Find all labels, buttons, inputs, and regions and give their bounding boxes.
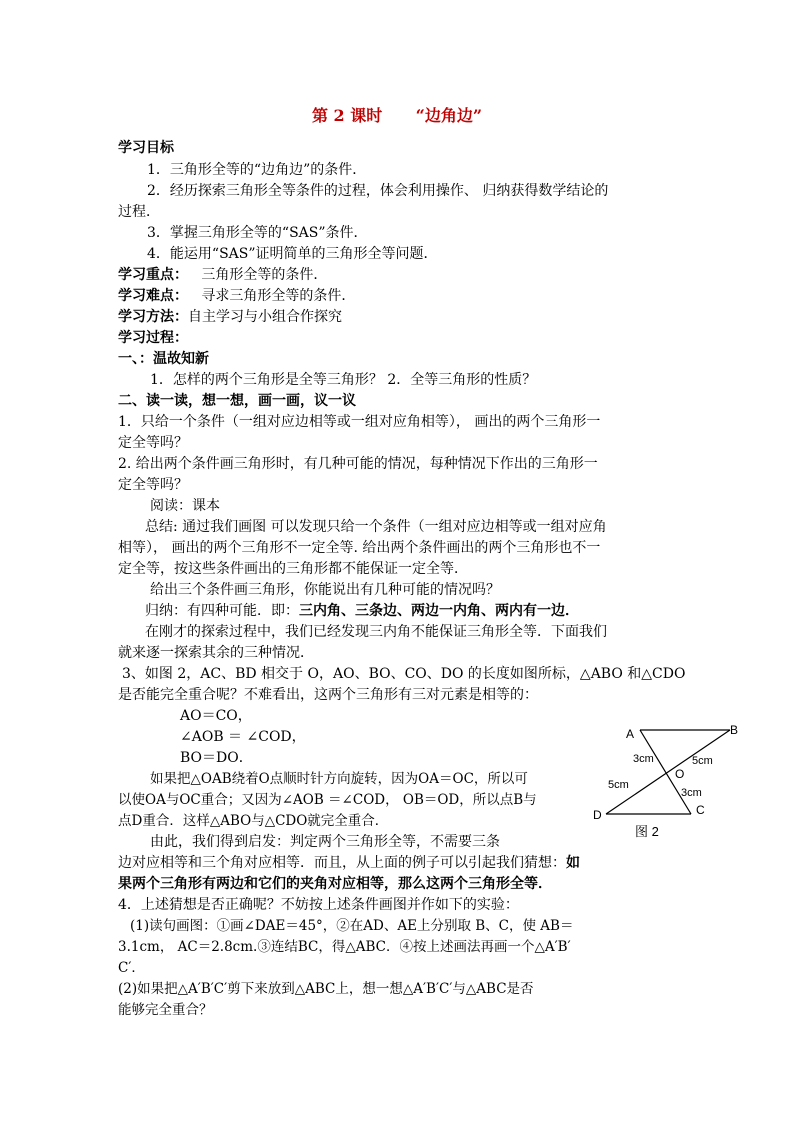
hint-a: 由此，我们得到启发：判定两个三角形全等，不需要三条 (150, 834, 500, 850)
key-point (118, 265, 327, 285)
figure-caption: 图 2 (635, 824, 659, 839)
process-label: 学习过程： (118, 330, 188, 346)
label-a: A (626, 727, 635, 741)
induction-bold: 三内角、三条边、两边一内角、两内有一边． (299, 603, 579, 619)
goal-2a: 2．经历探索三角形全等条件的过程，体会利用操作、 归纳获得数学结论的 (147, 183, 609, 199)
difficulty-text: 寻求三角形全等的条件． (201, 288, 356, 304)
draw-1a: (1)读句画图：①画∠DAE＝45°，②在AD、AE上分别取 B、C，使 AB＝ (130, 918, 574, 934)
explore-b: 就来逐一探索其余的三种情况． (118, 645, 314, 661)
summary-c: 定全等，按这些条件画出的三角形都不能保证一定全等． (118, 561, 468, 577)
label-o: O (675, 767, 685, 781)
explore-a: 在刚才的探索过程中，我们已经发现三内角不能保证三角形全等．下面我们 (145, 624, 607, 640)
length-co: 3cm (681, 787, 702, 799)
method-label: 学习方法： (118, 309, 188, 325)
method-text: 自主学习与小组合作探究 (188, 309, 342, 325)
para1a: 1．只给一个条件（一组对应边相等或一组对应角相等）， 画出的两个三角形一 (118, 414, 601, 430)
hint-b (118, 853, 580, 873)
equation-2: ∠AOB ＝ ∠COD， (180, 729, 306, 745)
read-text: 阅读：课本 (150, 498, 220, 514)
induction-label: 归纳：有四种可能．即： (145, 603, 299, 619)
goal-3: 3．掌握三角形全等的“SAS”条件． (147, 225, 368, 241)
summary-b: 相等）， 画出的两个三角形不一定全等. 给出两个条件画出的两个三角形也不一 (118, 540, 601, 556)
difficulty (118, 286, 355, 306)
draw-2a: (2)如果把△A′B′C′剪下来放到△ABC上，想一想△A′B′C′与△ABC是否 (118, 981, 534, 997)
hint-b-text: 边对应相等和三个角对应相等．而且，从上面的例子可以引起我们猜想： (118, 855, 566, 871)
section2-heading: 二、读一读，想一想，画一画，议一议 (118, 393, 356, 409)
key-label: 学习重点： (118, 267, 188, 283)
title-lesson: 第 2 课时 (311, 106, 383, 125)
summary-a: 总结: 通过我们画图 可以发现只给一个条件（一组对应边相等或一组对应角 (145, 519, 607, 535)
section1-heading: 一、：温故知新 (118, 351, 209, 367)
key-text: 三角形全等的条件． (201, 267, 328, 283)
para3a: 3、如图 2，AC、BD 相交于 O，AO、BO、CO、DO 的长度如图所标，△ABO 和△CDO (122, 666, 686, 682)
hint-c: 果两个三角形有两边和它们的夹角对应相等，那么这两个三角形全等． (118, 876, 552, 892)
method (118, 307, 342, 327)
length-bo: 5cm (692, 755, 713, 767)
length-do: 5cm (608, 779, 629, 791)
equation-1: AO＝CO， (180, 708, 252, 724)
draw-1b: 3.1cm， AC＝2.8cm.③连结BC，得△ABC．④按上述画法再画一个△A′B′ (118, 939, 571, 955)
goals-heading: 学习目标 (118, 140, 174, 156)
section1-questions: 1．怎样的两个三角形是全等三角形？ 2．全等三角形的性质？ (150, 372, 537, 388)
difficulty-label: 学习难点： (118, 288, 188, 304)
rotation-b: 以使OA与OC重合；又因为∠AOB ＝∠COD， OB＝OD，所以点B与 (118, 792, 537, 808)
label-b: B (730, 723, 739, 737)
label-d: D (593, 808, 602, 822)
induction (145, 601, 579, 621)
page-title (0, 104, 794, 128)
para2b: 定全等吗？ (118, 477, 188, 493)
goal-2b: 过程． (118, 204, 160, 220)
hint-b-bold: 如 (566, 855, 580, 871)
figure-2 (588, 718, 748, 844)
equation-3: BO＝DO． (180, 750, 253, 766)
segment-bd (606, 730, 730, 814)
rotation-c: 点D重合．这样△ABO与△CDO就完全重合． (118, 813, 389, 829)
goal-4: 4．能运用“SAS”证明简单的三角形全等问题． (147, 246, 438, 262)
para3b: 是否能完全重合呢？不难看出，这两个三角形有三对元素是相等的： (118, 687, 538, 703)
draw-1c: C′． (118, 960, 145, 976)
draw-2b: 能够完全重合？ (118, 1002, 213, 1018)
goal-1: 1．三角形全等的“边角边”的条件． (147, 162, 367, 178)
length-ao: 3cm (633, 753, 654, 765)
label-c: C (696, 803, 705, 817)
rotation-a: 如果把△OAB绕着O点顺时针方向旋转，因为OA＝OC，所以可 (150, 771, 528, 787)
para4: 4．上述猜想是否正确呢？不妨按上述条件画图并作如下的实验： (118, 897, 519, 913)
para2a: 2. 给出两个条件画三角形时，有几种可能的情况，每种情况下作出的三角形一 (118, 456, 598, 472)
title-topic: “边角边” (415, 106, 483, 125)
para1b: 定全等吗？ (118, 435, 188, 451)
three-conditions: 给出三个条件画三角形，你能说出有几种可能的情况吗？ (150, 582, 500, 598)
